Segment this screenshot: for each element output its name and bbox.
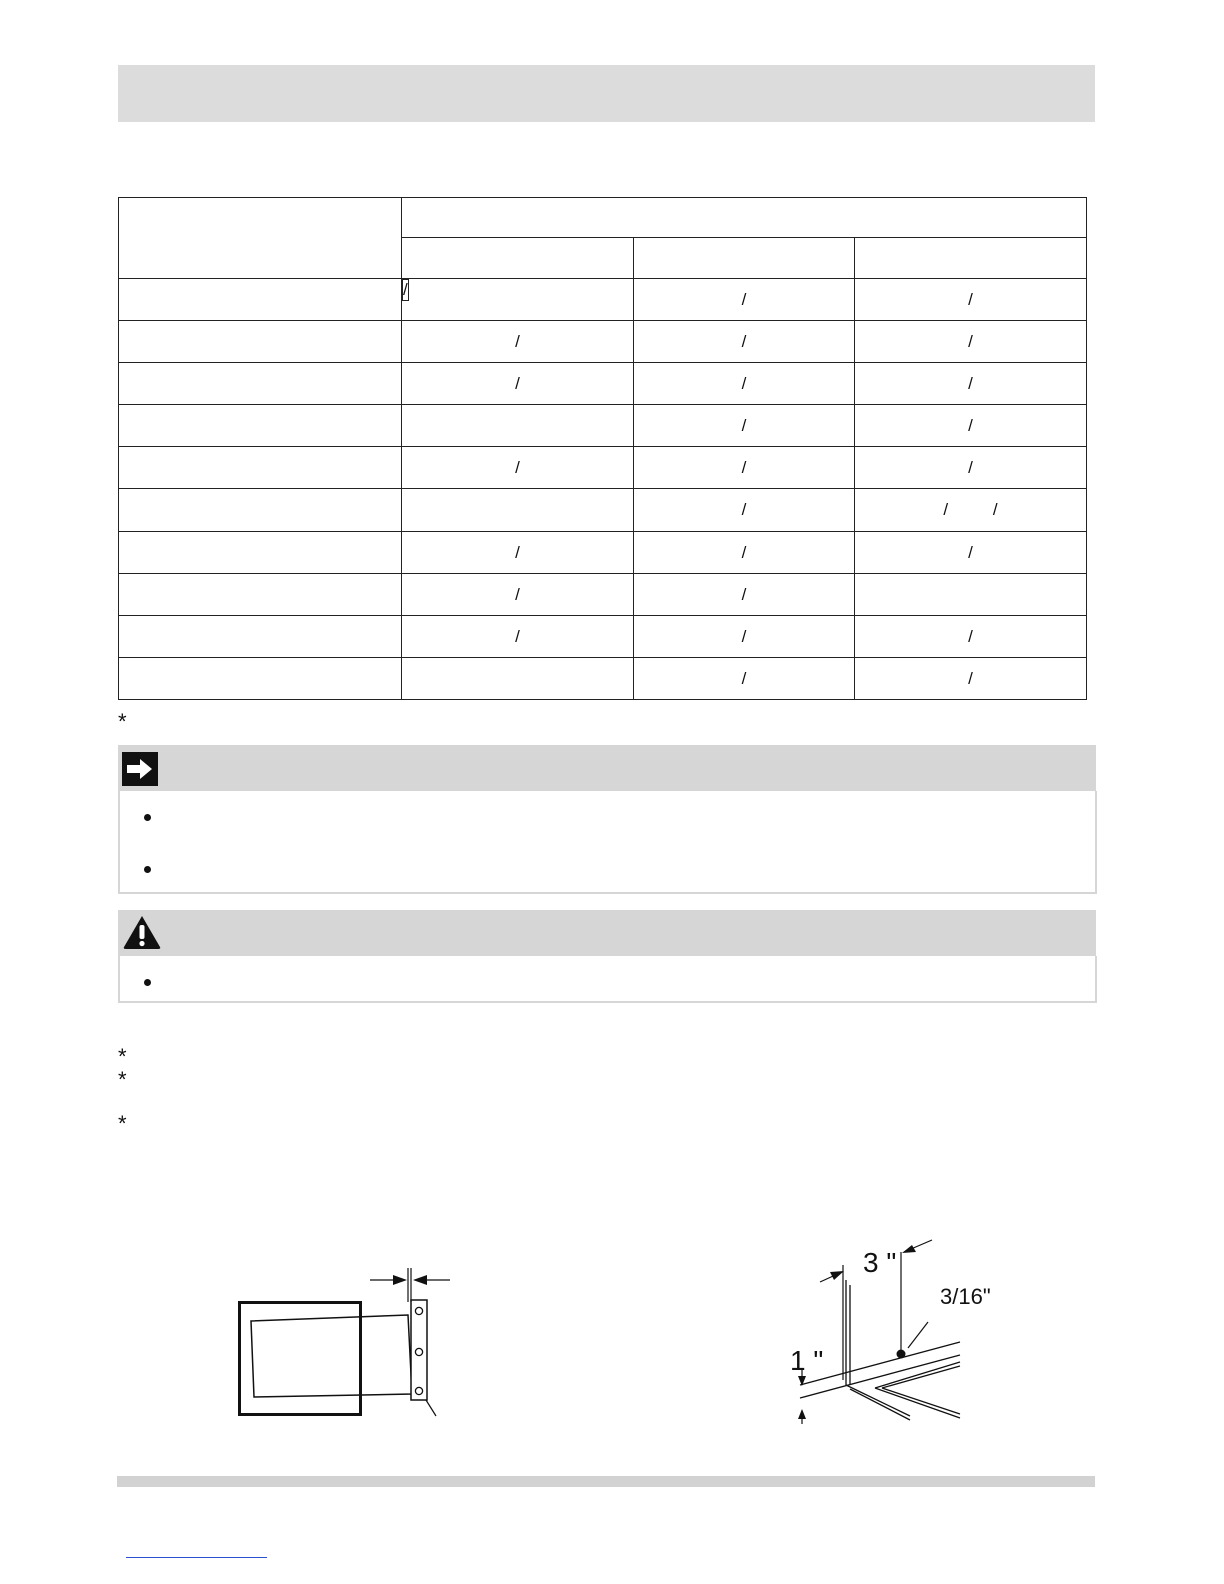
table-row: / / / [119, 279, 1087, 321]
dimension-3-16-inch: 3/16" [940, 1284, 991, 1309]
warning-bullet-1 [144, 979, 151, 986]
corner-clearance-diagram [760, 1230, 1020, 1430]
warning-panel-body [118, 956, 1097, 1003]
table-row: / / [119, 574, 1087, 616]
table-row: / / [119, 658, 1087, 700]
warning-panel-header [118, 910, 1096, 956]
table-row: / / / [119, 616, 1087, 658]
note-panel-header [118, 745, 1096, 791]
note-mark-3: * [118, 1111, 127, 1136]
door-hinge-diagram [230, 1260, 460, 1420]
table-row: / / / [119, 532, 1087, 574]
footer-link-underline[interactable] [126, 1557, 267, 1558]
note-bullet-1 [144, 814, 151, 821]
dimension-1-inch: 1 " [790, 1345, 824, 1376]
table-row: / / / [119, 489, 1087, 532]
warning-icon [122, 914, 162, 950]
table-col-header-1 [402, 238, 634, 279]
note-bullet-2 [144, 866, 151, 873]
dimensions-table [118, 197, 1087, 700]
table-row: / / / [119, 447, 1087, 489]
note-mark-2: * [118, 1067, 127, 1092]
table-footnote-mark: * [118, 709, 127, 734]
header-bar [118, 65, 1095, 122]
table-col-header-3 [855, 238, 1087, 279]
note-panel-body [118, 791, 1097, 894]
table-corner-cell [119, 198, 402, 279]
table-row: / / / [119, 363, 1087, 405]
footer-bar [117, 1476, 1095, 1487]
note-mark-1: * [118, 1044, 127, 1069]
table-group-header [402, 198, 1087, 238]
table-row: / / [119, 405, 1087, 447]
dimension-3-inch: 3 " [863, 1247, 897, 1278]
arrow-right-icon [122, 752, 158, 786]
table-row: / / / [119, 321, 1087, 363]
table-col-header-2 [634, 238, 855, 279]
